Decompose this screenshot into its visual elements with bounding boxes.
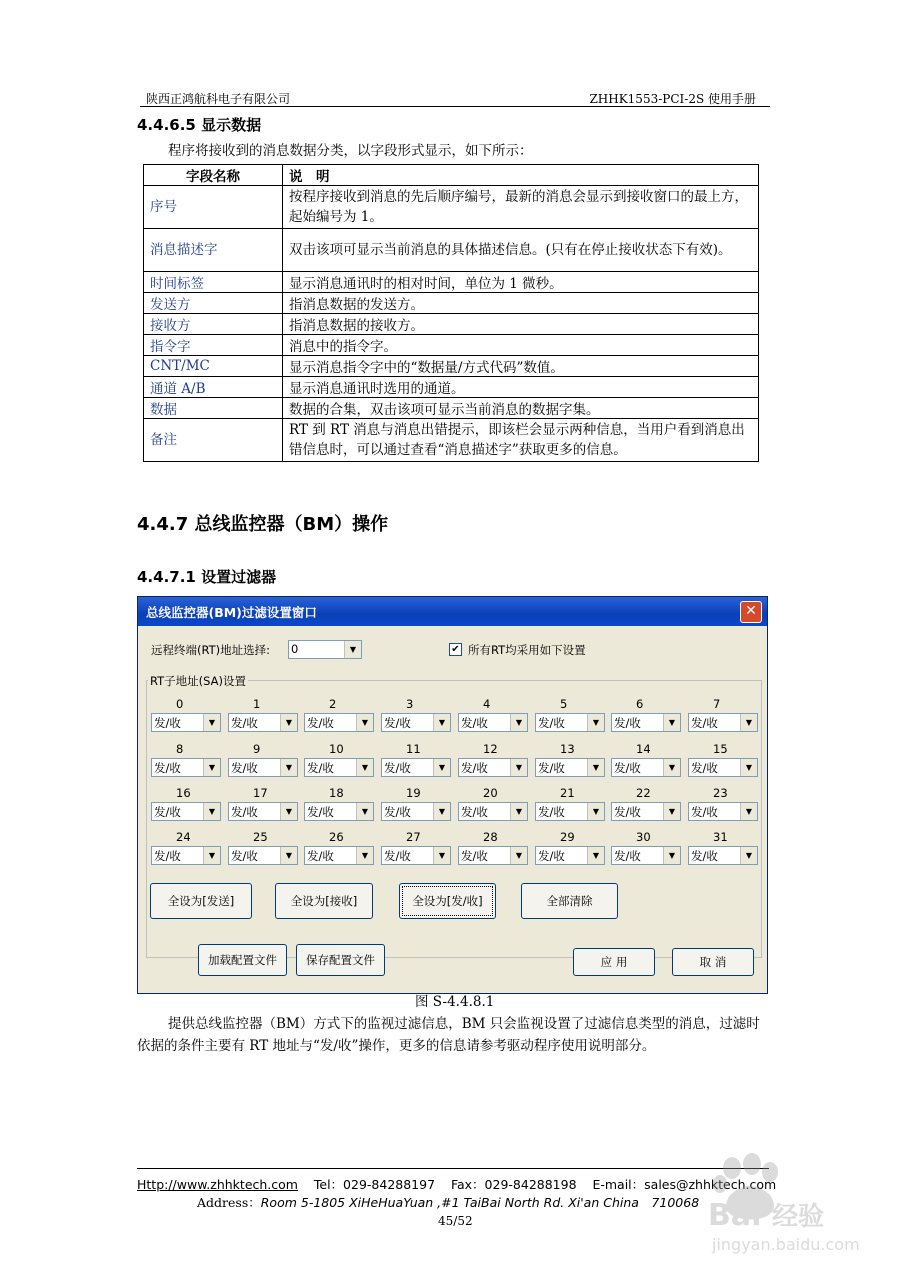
section-intro: 程序将接收到的消息数据分类，以字段形式显示，如下所示： (168, 143, 533, 159)
address-label: Address： (197, 1195, 261, 1210)
chevron-down-icon[interactable]: ▼ (356, 803, 373, 820)
sa-mode-select[interactable] (151, 802, 221, 821)
sa-mode-select[interactable] (688, 758, 758, 777)
field-desc: 显示消息通讯时的相对时间，单位为 1 微秒。 (283, 272, 759, 293)
sa-mode-value: 发/收 (691, 849, 718, 863)
chevron-down-icon[interactable]: ▼ (203, 759, 220, 776)
chevron-down-icon[interactable]: ▼ (510, 714, 527, 731)
chevron-down-icon[interactable]: ▼ (280, 714, 297, 731)
sa-mode-select[interactable] (381, 713, 451, 732)
chevron-down-icon[interactable]: ▼ (280, 847, 297, 864)
chevron-down-icon[interactable]: ▼ (740, 759, 757, 776)
footer-fax: Fax：029-84288198 (450, 1177, 577, 1192)
sa-mode-select[interactable] (304, 802, 374, 821)
field-desc: 数据的合集，双击该项可显示当前消息的数据字集。 (283, 398, 759, 419)
field-name: 指令字 (144, 335, 283, 356)
sa-mode-value: 发/收 (384, 761, 411, 775)
watermark-brand-cn: 经验 (772, 1202, 825, 1232)
sa-number-label: 22 (636, 786, 651, 800)
chevron-down-icon[interactable]: ▼ (587, 803, 604, 820)
sa-number-label: 13 (560, 742, 575, 756)
sa-mode-value: 发/收 (614, 761, 641, 775)
sa-mode-select[interactable] (228, 758, 298, 777)
sa-number-label: 31 (713, 830, 728, 844)
chevron-down-icon[interactable]: ▼ (587, 714, 604, 731)
watermark-brand: Bai (708, 1198, 762, 1233)
sa-mode-select[interactable] (535, 758, 605, 777)
sa-mode-value: 发/收 (691, 716, 718, 730)
sa-mode-value: 发/收 (307, 849, 334, 863)
address-text: Room 5-1805 XiHeHuaYuan ,#1 TaiBai North Rd. Xi'an China 710068 (260, 1195, 700, 1210)
sa-number-label: 17 (253, 786, 268, 800)
chevron-down-icon[interactable]: ▼ (203, 847, 220, 864)
sa-mode-value: 发/收 (307, 716, 334, 730)
baidu-watermark (660, 1150, 860, 1260)
sa-mode-select[interactable] (458, 758, 528, 777)
field-name: 接收方 (144, 314, 283, 335)
sa-mode-select[interactable] (381, 758, 451, 777)
sa-number-label: 30 (636, 830, 651, 844)
sa-mode-value: 发/收 (307, 805, 334, 819)
sa-mode-select[interactable] (304, 758, 374, 777)
chevron-down-icon[interactable]: ▼ (663, 714, 680, 731)
field-desc: 显示消息指令字中的“数据量/方式代码”数值。 (283, 356, 759, 377)
sa-mode-select[interactable] (611, 713, 681, 732)
sa-mode-select[interactable] (304, 846, 374, 865)
chevron-down-icon[interactable]: ▼ (344, 641, 361, 658)
sa-number-label: 1 (253, 697, 261, 711)
sa-mode-select[interactable] (458, 802, 528, 821)
fields-table (143, 164, 759, 462)
table-row (144, 377, 759, 398)
sa-number-label: 12 (483, 742, 498, 756)
sa-mode-value: 发/收 (538, 716, 565, 730)
footer-tel: Tel：029-84288197 (313, 1177, 436, 1192)
sa-mode-select[interactable] (381, 846, 451, 865)
chevron-down-icon[interactable]: ▼ (740, 714, 757, 731)
table-row (144, 186, 759, 229)
sa-mode-select[interactable] (535, 802, 605, 821)
sa-mode-value: 发/收 (231, 761, 258, 775)
sa-number-label: 11 (406, 742, 421, 756)
sa-mode-select[interactable] (611, 846, 681, 865)
sa-number-label: 0 (176, 697, 184, 711)
chevron-down-icon[interactable]: ▼ (663, 847, 680, 864)
sa-mode-value: 发/收 (691, 805, 718, 819)
close-button[interactable]: ✕ (740, 601, 762, 623)
sa-number-label: 24 (176, 830, 191, 844)
load-config-button[interactable]: 加载配置文件 (198, 944, 287, 976)
chevron-down-icon[interactable]: ▼ (203, 803, 220, 820)
chevron-down-icon[interactable]: ▼ (663, 759, 680, 776)
table-header-name: 字段名称 (144, 165, 283, 186)
chevron-down-icon[interactable]: ▼ (510, 847, 527, 864)
body-paragraph: 提供总线监控器（BM）方式下的监视过滤信息，BM 只会监视设置了过滤信息类型的消息，过滤时依据的条件主要有 RT 地址与“发/收”操作，更多的信息请参考驱动程序使用说明部分。 (137, 1016, 760, 1054)
chevron-down-icon[interactable]: ▼ (510, 759, 527, 776)
field-desc: 双击该项可显示当前消息的具体描述信息。(只有在停止接收状态下有效)。 (283, 229, 759, 272)
sa-mode-value: 发/收 (461, 849, 488, 863)
bm-filter-dialog (137, 596, 768, 994)
field-name: 消息描述字 (144, 229, 283, 272)
chevron-down-icon[interactable]: ▼ (433, 803, 450, 820)
sa-mode-value: 发/收 (384, 849, 411, 863)
sa-number-label: 7 (713, 697, 721, 711)
section-heading-4465: 4.4.6.5 显示数据 (137, 116, 262, 134)
sa-number-label: 26 (329, 830, 344, 844)
sa-mode-value: 发/收 (154, 805, 181, 819)
header-divider (140, 106, 770, 107)
sa-mode-select[interactable] (611, 802, 681, 821)
chevron-down-icon[interactable]: ▼ (433, 714, 450, 731)
chevron-down-icon[interactable]: ▼ (510, 803, 527, 820)
sa-mode-select[interactable] (304, 713, 374, 732)
sa-mode-value: 发/收 (231, 849, 258, 863)
chevron-down-icon[interactable]: ▼ (280, 759, 297, 776)
set-all-send-button[interactable]: 全设为[发送] (150, 883, 252, 919)
all-rt-checkbox[interactable]: ✔ (449, 643, 462, 656)
field-name: 时间标签 (144, 272, 283, 293)
chevron-down-icon[interactable]: ▼ (280, 803, 297, 820)
sa-mode-select[interactable] (151, 713, 221, 732)
sa-mode-select[interactable] (535, 713, 605, 732)
field-name: 备注 (144, 419, 283, 462)
set-all-send-receive-button[interactable]: 全设为[发/收] (399, 883, 496, 919)
footer-email: E-mail：sales@zhhktech.com (592, 1177, 777, 1192)
section-heading-447: 4.4.7 总线监控器（BM）操作 (137, 514, 389, 535)
field-desc: 指消息数据的发送方。 (283, 293, 759, 314)
sa-mode-select[interactable] (611, 758, 681, 777)
sa-number-label: 15 (713, 742, 728, 756)
table-row (144, 419, 759, 462)
cancel-button[interactable]: 取 消 (672, 948, 754, 976)
sa-mode-value: 发/收 (307, 761, 334, 775)
table-row (144, 293, 759, 314)
sa-group-title: RT子地址(SA)设置 (150, 674, 247, 688)
sa-number-label: 8 (176, 742, 184, 756)
field-name: 通道 A/B (144, 377, 283, 398)
chevron-down-icon[interactable]: ▼ (356, 714, 373, 731)
field-desc: RT 到 RT 消息与消息出错提示，即该栏会显示两种信息，当用户看到消息出错信息时，可以通过查看“消息描述字”获取更多的信息。 (283, 419, 759, 462)
sa-number-label: 29 (560, 830, 575, 844)
sa-mode-select[interactable] (151, 846, 221, 865)
table-row (144, 272, 759, 293)
sa-mode-select[interactable] (458, 713, 528, 732)
paw-logo-icon (660, 1150, 860, 1260)
field-name: 发送方 (144, 293, 283, 314)
sa-number-label: 18 (329, 786, 344, 800)
sa-number-label: 5 (560, 697, 568, 711)
sa-mode-value: 发/收 (461, 761, 488, 775)
page-number: 45/52 (438, 1214, 473, 1228)
table-header-desc: 说 明 (283, 165, 759, 186)
sa-mode-value: 发/收 (384, 805, 411, 819)
field-desc: 指消息数据的接收方。 (283, 314, 759, 335)
sa-mode-select[interactable] (228, 802, 298, 821)
sa-mode-value: 发/收 (384, 716, 411, 730)
chevron-down-icon[interactable]: ▼ (203, 714, 220, 731)
sa-mode-value: 发/收 (461, 805, 488, 819)
all-rt-label: 所有RT均采用如下设置 (468, 643, 586, 657)
sa-mode-value: 发/收 (614, 849, 641, 863)
sa-mode-value: 发/收 (691, 761, 718, 775)
sa-mode-select[interactable] (458, 846, 528, 865)
sa-number-label: 16 (176, 786, 191, 800)
sa-number-label: 19 (406, 786, 421, 800)
rt-address-select[interactable] (288, 640, 362, 659)
sa-mode-select[interactable] (151, 758, 221, 777)
table-row (144, 398, 759, 419)
sa-mode-select[interactable] (688, 802, 758, 821)
sa-number-label: 20 (483, 786, 498, 800)
table-row (144, 335, 759, 356)
sa-mode-select[interactable] (688, 846, 758, 865)
sa-number-label: 14 (636, 742, 651, 756)
sa-mode-value: 发/收 (154, 761, 181, 775)
field-desc: 按程序接收到消息的先后顺序编号，最新的消息会显示到接收窗口的最上方，起始编号为 1。 (283, 186, 759, 229)
table-row (144, 314, 759, 335)
sa-number-label: 6 (636, 697, 644, 711)
website-link[interactable]: Http://www.zhhktech.com (137, 1177, 298, 1192)
sa-mode-select[interactable] (228, 713, 298, 732)
header-manual-title: ZHHK1553-PCI-2S 使用手册 (589, 92, 756, 106)
dialog-title: 总线监控器(BM)过滤设置窗口 (146, 605, 317, 620)
sa-mode-select[interactable] (535, 846, 605, 865)
chevron-down-icon[interactable]: ▼ (740, 803, 757, 820)
field-name: 数据 (144, 398, 283, 419)
chevron-down-icon[interactable]: ▼ (356, 759, 373, 776)
sa-mode-value: 发/收 (614, 716, 641, 730)
field-desc: 消息中的指令字。 (283, 335, 759, 356)
sa-number-label: 10 (329, 742, 344, 756)
sa-number-label: 9 (253, 742, 261, 756)
field-desc: 显示消息通讯时选用的通道。 (283, 377, 759, 398)
chevron-down-icon[interactable]: ▼ (433, 759, 450, 776)
sa-number-label: 4 (483, 697, 491, 711)
chevron-down-icon[interactable]: ▼ (433, 847, 450, 864)
sa-mode-value: 发/收 (231, 716, 258, 730)
field-name: CNT/MC (144, 356, 283, 377)
sa-number-label: 23 (713, 786, 728, 800)
sa-mode-value: 发/收 (231, 805, 258, 819)
sa-number-label: 25 (253, 830, 268, 844)
sa-number-label: 27 (406, 830, 421, 844)
sa-mode-value: 发/收 (538, 761, 565, 775)
chevron-down-icon[interactable]: ▼ (356, 847, 373, 864)
apply-button[interactable]: 应 用 (573, 948, 655, 976)
sa-mode-select[interactable] (381, 802, 451, 821)
sa-mode-value: 发/收 (614, 805, 641, 819)
clear-all-button[interactable]: 全部清除 (521, 883, 618, 919)
section-heading-4471: 4.4.7.1 设置过滤器 (137, 568, 277, 586)
watermark-site: jingyan.baidu.com (712, 1235, 860, 1254)
chevron-down-icon[interactable]: ▼ (587, 847, 604, 864)
set-all-receive-button[interactable]: 全设为[接收] (275, 883, 373, 919)
rt-address-value: 0 (291, 642, 299, 656)
figure-caption: 图 S-4.4.8.1 (415, 994, 495, 1010)
sa-number-label: 21 (560, 786, 575, 800)
sa-mode-select[interactable] (688, 713, 758, 732)
chevron-down-icon[interactable]: ▼ (740, 847, 757, 864)
sa-mode-value: 发/收 (538, 849, 565, 863)
sa-mode-value: 发/收 (154, 849, 181, 863)
field-name: 序号 (144, 186, 283, 229)
sa-number-label: 28 (483, 830, 498, 844)
header-company: 陕西正鸿航科电子有限公司 (146, 92, 291, 106)
sa-mode-value: 发/收 (538, 805, 565, 819)
sa-number-label: 2 (329, 697, 337, 711)
footer-address (197, 1193, 699, 1211)
sa-mode-value: 发/收 (154, 716, 181, 730)
rt-address-label: 远程终端(RT)地址选择: (151, 643, 271, 657)
table-row (144, 356, 759, 377)
chevron-down-icon[interactable]: ▼ (587, 759, 604, 776)
sa-mode-select[interactable] (228, 846, 298, 865)
save-config-button[interactable]: 保存配置文件 (296, 944, 385, 976)
chevron-down-icon[interactable]: ▼ (663, 803, 680, 820)
sa-number-label: 3 (406, 697, 414, 711)
sa-mode-value: 发/收 (461, 716, 488, 730)
table-row (144, 229, 759, 272)
